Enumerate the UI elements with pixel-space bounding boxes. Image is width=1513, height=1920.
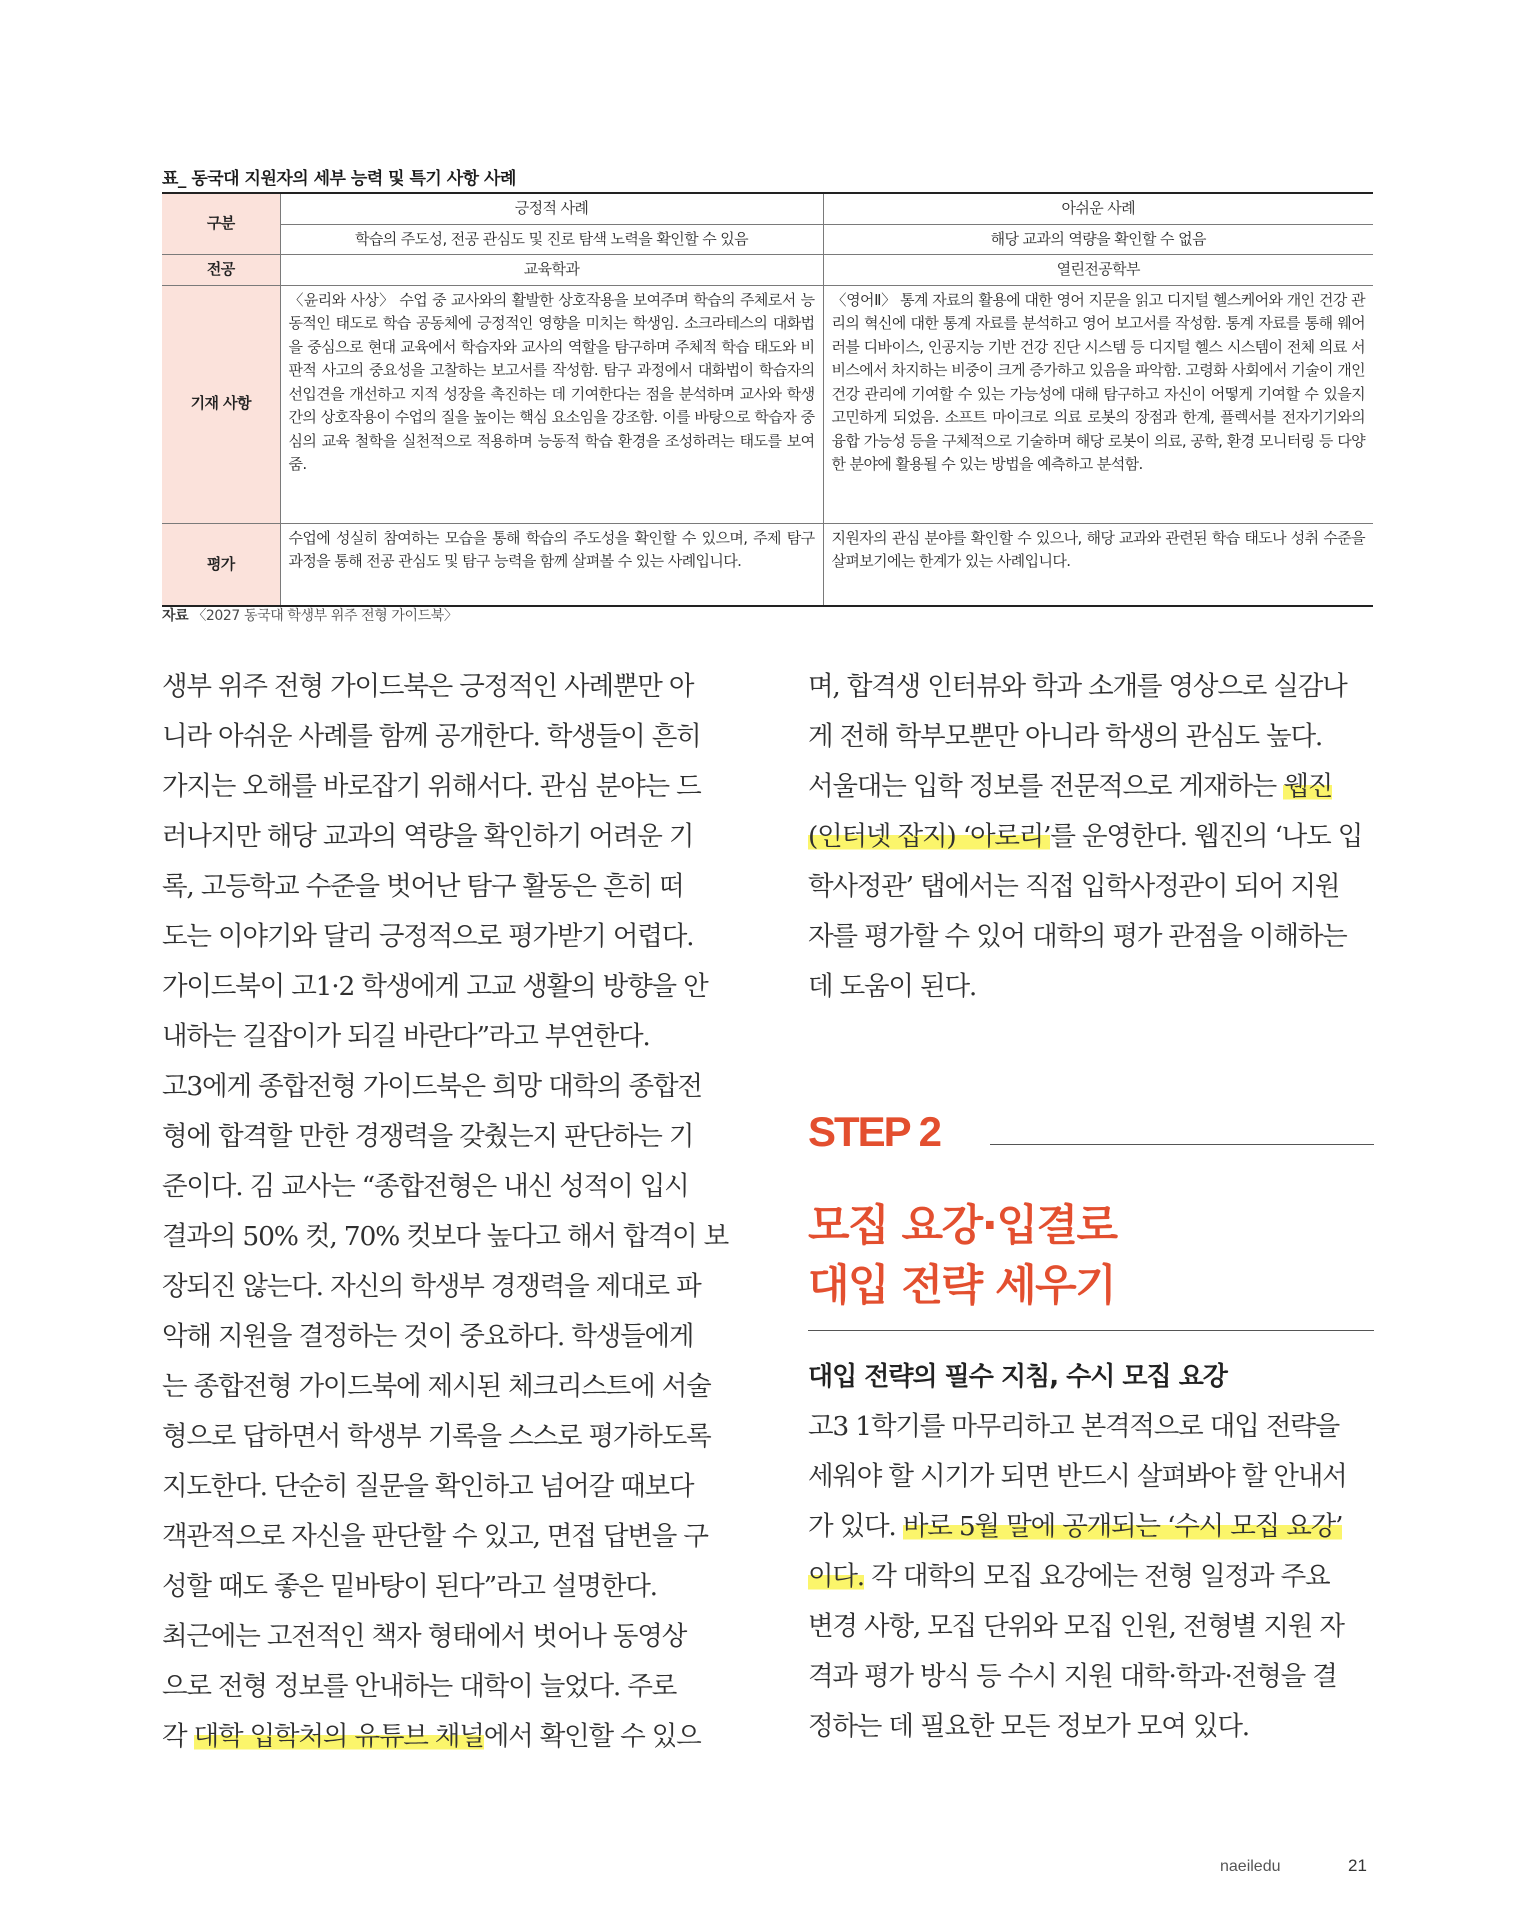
major-label: 전공	[162, 255, 280, 286]
text-line: 최근에는 고전적인 책자 형태에서 벗어나 동영상	[162, 1621, 687, 1652]
text-line: 게 전해 학부모뿐만 아니라 학생의 관심도 높다.	[808, 721, 1323, 752]
text-line	[808, 762, 1374, 812]
text-line: 러나지만 해당 교과의 역량을 확인하기 어려운 기	[162, 821, 694, 852]
text-line: 며, 합격생 인터뷰와 학과 소개를 영상으로 실감나	[808, 671, 1347, 702]
text-line: 고3에게 종합전형 가이드북은 희망 대학의 종합전	[162, 1071, 702, 1102]
subheading: 대입 전략의 필수 지침, 수시 모집 요강	[808, 1362, 1227, 1392]
text-line: 록, 고등학교 수준을 벗어난 탐구 활동은 흔히 떠	[162, 871, 684, 902]
text-line	[808, 1502, 1374, 1552]
text-line: 준이다. 김 교사는 “종합전형은 내신 성적이 입시	[162, 1171, 689, 1202]
text-line: 자를 평가할 수 있어 대학의 평가 관점을 이해하는	[808, 921, 1347, 952]
text-fragment: 서울대는 입학 정보를 전문적으로 게재하는	[808, 771, 1284, 802]
text-line: 장되진 않는다. 자신의 학생부 경쟁력을 제대로 파	[162, 1271, 701, 1302]
comparison-table	[162, 192, 1373, 607]
text-line: 고3 1학기를 마무리하고 본격적으로 대입 전략을	[808, 1411, 1340, 1442]
text-line: 지도한다. 단순히 질문을 확인하고 넘어갈 때보다	[162, 1471, 694, 1502]
section-title	[808, 1196, 1117, 1316]
source-label: 자료	[162, 608, 189, 624]
source-text: 〈2027 동국대 학생부 위주 전형 가이드북〉	[192, 608, 458, 624]
text-line: 성할 때도 좋은 밑바탕이 된다”라고 설명한다.	[162, 1571, 657, 1602]
eval-negative: 지원자의 관심 분야를 확인할 수 있으나, 해당 교과와 관련된 학습 태도나 성취 수준을 살펴보기에는 한계가 있는 사례입니다.	[823, 523, 1373, 605]
step-label: STEP 2	[808, 1108, 940, 1155]
record-label: 기재 사항	[162, 285, 280, 523]
text-line	[808, 812, 1374, 862]
left-column-text	[162, 662, 730, 1762]
footer-brand: naeiledu	[1220, 1858, 1281, 1875]
text-fragment: 각 대학의 모집 요강에는 전형 일정과 주요	[864, 1561, 1330, 1592]
text-line: 생부 위주 전형 가이드북은 긍정적인 사례뿐만 아	[162, 671, 694, 702]
step-divider	[990, 1144, 1374, 1145]
section-title-line: 대입 전략 세우기	[808, 1261, 1116, 1311]
text-line: 가지는 오해를 바로잡기 위해서다. 관심 분야는 드	[162, 771, 701, 802]
highlighted-text: (인터넷 잡지) ‘아로리’	[808, 821, 1051, 852]
header-negative-title: 아쉬운 사례	[823, 194, 1373, 224]
text-line: 격과 평가 방식 등 수시 지원 대학·학과·전형을 결	[808, 1661, 1337, 1692]
highlighted-text: 웹진	[1283, 771, 1333, 802]
highlighted-text: 바로 5월 말에 공개되는 ‘수시 모집 요강’	[902, 1511, 1343, 1542]
text-line: 변경 사항, 모집 단위와 모집 인원, 전형별 지원 자	[808, 1611, 1344, 1642]
page-number: 21	[1348, 1856, 1367, 1875]
text-line	[808, 1552, 1374, 1602]
header-negative-sub: 해당 교과의 역량을 확인할 수 없음	[823, 224, 1373, 255]
table-title: 표_ 동국대 지원자의 세부 능력 및 특기 사항 사례	[162, 169, 516, 189]
major-positive: 교육학과	[280, 255, 823, 286]
text-line: 데 도움이 된다.	[808, 971, 977, 1002]
text-line: 는 종합전형 가이드북에 제시된 체크리스트에 서술	[162, 1371, 711, 1402]
section-title-line: 모집 요강·입결로	[808, 1201, 1117, 1251]
text-line: 가이드북이 고1·2 학생에게 고교 생활의 방향을 안	[162, 971, 708, 1002]
text-fragment: 에서 확인할 수 있으	[483, 1721, 701, 1752]
text-line	[162, 1712, 730, 1762]
text-line: 세워야 할 시기가 되면 반드시 살펴봐야 할 안내서	[808, 1461, 1347, 1492]
highlighted-text: 이다.	[808, 1561, 865, 1592]
eval-positive: 수업에 성실히 참여하는 모습을 통해 학습의 주도성을 확인할 수 있으며, 주제 탐구 과정을 통해 전공 관심도 및 탐구 능력을 함께 살펴볼 수 있는 사례입니다.	[280, 523, 823, 605]
text-line: 객관적으로 자신을 판단할 수 있고, 면접 답변을 구	[162, 1521, 708, 1552]
text-line: 학사정관’ 탭에서는 직접 입학사정관이 되어 지원	[808, 871, 1340, 902]
text-fragment: 가 있다.	[808, 1511, 903, 1542]
header-positive-sub: 학습의 주도성, 전공 관심도 및 진로 탐색 노력을 확인할 수 있음	[280, 224, 823, 255]
header-positive-title: 긍정적 사례	[280, 194, 823, 224]
right-column-text-2	[808, 1402, 1374, 1752]
text-line: 내하는 길잡이가 되길 바란다”라고 부연한다.	[162, 1021, 650, 1052]
highlighted-text: 대학 입학처의 유튜브 채널	[193, 1721, 484, 1752]
text-line: 니라 아쉬운 사례를 함께 공개한다. 학생들이 흔히	[162, 721, 701, 752]
text-line: 으로 전형 정보를 안내하는 대학이 늘었다. 주로	[162, 1671, 677, 1702]
text-line: 정하는 데 필요한 모든 정보가 모여 있다.	[808, 1711, 1249, 1742]
record-positive: 〈윤리와 사상〉 수업 중 교사와의 활발한 상호작용을 보여주며 학습의 주체로서 능동적인 태도로 학습 공동체에 긍정적인 영향을 미치는 학생임. 소크라테스의 대화법을 중심으로 현대 교육에서 학습자와 교사의 역할을 탐구하며 주체적 학습 태도와 비판적 사고의 중요성을 고찰하는 보고서를 작성함. 탐구 과정에서 대화법이 학습자의 선입견을 개선하고 지적 성장을 촉진하는 데 기여한다는 점을 분석하며 교사와 학생 간의 상호작용이 수업의 질을 높이는 핵심 요소임을 강조함. 이를 바탕으로 학습자 중심의 교육 철학을 실천적으로 적용하며 능동적 학습 환경을 조성하려는 태도를 보여줌.	[280, 285, 823, 523]
eval-label: 평가	[162, 523, 280, 605]
text-line: 형에 합격할 만한 경쟁력을 갖췄는지 판단하는 기	[162, 1121, 694, 1152]
section-divider	[808, 1330, 1374, 1331]
major-negative: 열린전공학부	[823, 255, 1373, 286]
record-negative: 〈영어Ⅱ〉 통계 자료의 활용에 대한 영어 지문을 읽고 디지털 헬스케어와 개인 건강 관리의 혁신에 대한 통계 자료를 분석하고 영어 보고서를 작성함. 통계 자료를 통해 웨어러블 디바이스, 인공지능 기반 건강 진단 시스템 등 디지털 헬스 시스템이 전체 의료 서비스에서 차지하는 비중이 크게 증가하고 있음을 파악함. 고령화 사회에서 기술이 개인 건강 관리에 기여할 수 있는 가능성에 대해 탐구하고 자신이 어떻게 기여할 수 있을지 고민하게 되었음. 소프트 마이크로 의료 로봇의 장점과 한계, 플렉서블 전자기기와의 융합 가능성 등을 구체적으로 기술하며 해당 로봇이 의료, 공학, 환경 모니터링 등 다양한 분야에 활용될 수 있는 방법을 예측하고 분석함.	[823, 285, 1373, 523]
text-line: 도는 이야기와 달리 긍정적으로 평가받기 어렵다.	[162, 921, 694, 952]
table-source	[162, 605, 458, 625]
text-line: 형으로 답하면서 학생부 기록을 스스로 평가하도록	[162, 1421, 711, 1452]
text-line: 결과의 50% 컷, 70% 컷보다 높다고 해서 합격이 보	[162, 1221, 728, 1252]
text-fragment: 각	[162, 1721, 194, 1752]
header-category: 구분	[162, 194, 280, 255]
text-fragment: 를 운영한다. 웹진의 ‘나도 입	[1050, 821, 1363, 852]
right-column-text	[808, 662, 1374, 1012]
text-line: 악해 지원을 결정하는 것이 중요하다. 학생들에게	[162, 1321, 694, 1352]
